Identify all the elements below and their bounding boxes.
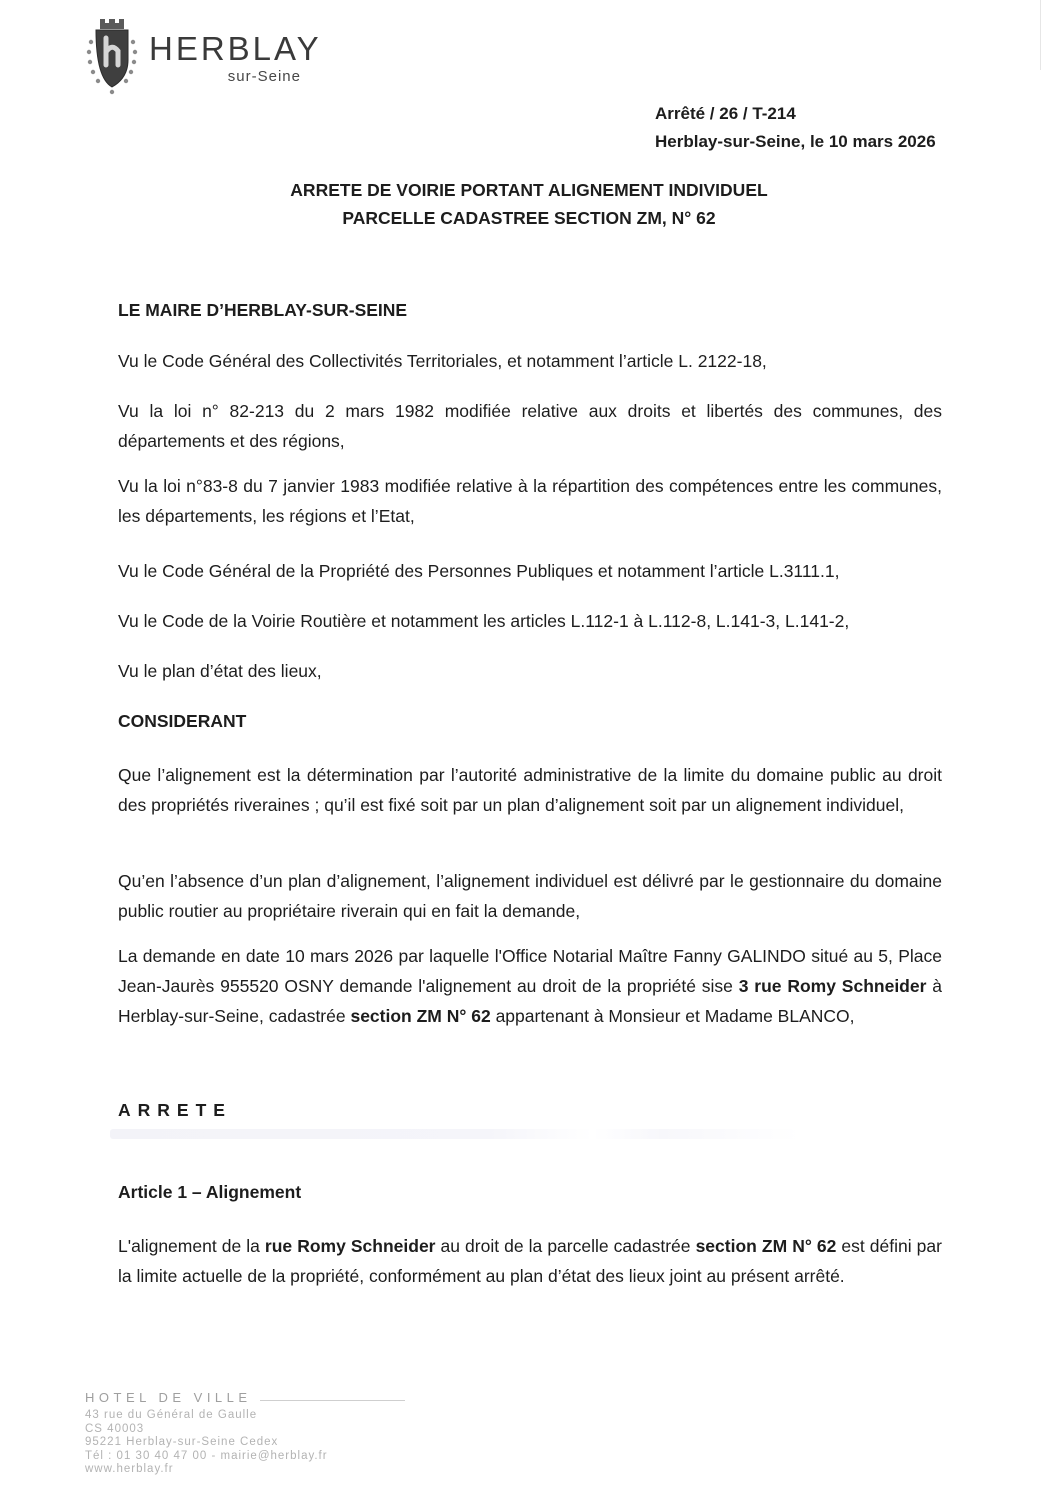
vu-paragraph-1: Vu le Code Général des Collectivités Territoriales, et notamment l’article L. 2122-18, — [118, 351, 767, 371]
footer-contact-line: Tél : 01 30 40 47 00 - mairie@herblay.fr — [85, 1449, 328, 1462]
text-segment: La demande en date 10 mars 2026 par laquelle l'Office Notarial Maître Fanny GALINDO situé au 5, Place Jean-Jaurès 955520 OSNY demande l'alignement au droit de la propriété sise — [118, 946, 942, 996]
vu-paragraph-2: Vu la loi n° 82-213 du 2 mars 1982 modifiée relative aux droits et libertés des communes, des départements et des régions, — [118, 401, 942, 451]
scan-artifact-edge-line — [1040, 0, 1041, 70]
herblay-logo — [85, 16, 322, 96]
text-segment: à Herblay-sur-Seine, cadastrée — [118, 976, 942, 1026]
footer-address-line-1: 43 rue du Général de Gaulle — [85, 1409, 258, 1421]
title-line-2: PARCELLE CADASTREE SECTION ZM, N° 62 — [342, 208, 716, 228]
vu-paragraph-3: Vu la loi n°83-8 du 7 janvier 1983 modifiée relative à la répartition des compétences entre les communes, les départements, les régions et l’Etat, — [118, 476, 942, 526]
footer-website-line: www.herblay.fr — [85, 1463, 174, 1475]
scan-artifact-smudge — [110, 1129, 800, 1139]
vu-paragraph-6: Vu le plan d’état des lieux, — [118, 661, 322, 681]
logo-subtitle: sur-Seine — [227, 68, 301, 85]
footer-address-line-2: CS 40003 — [85, 1422, 145, 1435]
title-line-1: ARRETE DE VOIRIE PORTANT ALIGNEMENT INDIVIDUEL — [290, 180, 768, 200]
footer-rule — [260, 1400, 405, 1401]
considerant-paragraph-2: Qu’en l’absence d’un plan d’alignement, l’alignement individuel est délivré par le gestionnaire du domaine public routier au propriétaire riverain qui en fait la demande, — [118, 871, 942, 921]
herblay-crest-icon — [85, 16, 139, 96]
mayor-heading: LE MAIRE D’HERBLAY-SUR-SEINE — [118, 300, 408, 320]
article-1-heading: Article 1 – Alignement — [118, 1182, 302, 1202]
document-title — [0, 176, 1058, 232]
footer-address-line-3: 95221 Herblay-sur-Seine Cedex — [85, 1436, 279, 1448]
logo-text — [149, 30, 322, 85]
text-segment: L'alignement de la — [118, 1236, 265, 1256]
bold-segment: rue Romy Schneider — [264, 1236, 436, 1256]
footer-title-row — [85, 1390, 405, 1405]
bold-segment: section ZM N° 62 — [695, 1236, 837, 1256]
arrete-heading: ARRETE — [118, 1100, 232, 1120]
vu-paragraph-5: Vu le Code de la Voirie Routière et notamment les articles L.112-1 à L.112-8, L.141-3, L.141-2, — [118, 611, 850, 631]
reference-block — [655, 100, 936, 156]
bold-segment: section ZM N° 62 — [350, 1006, 491, 1026]
text-segment: au droit de la parcelle cadastrée — [435, 1236, 696, 1256]
logo-city-name: HERBLAY — [149, 30, 322, 67]
considerant-heading: CONSIDERANT — [118, 711, 247, 731]
demande-paragraph — [118, 941, 942, 1031]
article-1-paragraph — [118, 1231, 942, 1291]
footer-title: HOTEL DE VILLE — [85, 1390, 252, 1405]
considerant-paragraph-1: Que l’alignement est la détermination par l’autorité administrative de la limite du domaine public au droit des propriétés riveraines ; qu’il est fixé soit par un plan d’alignement soit par un alignement individuel, — [118, 765, 942, 815]
vu-paragraph-4: Vu le Code Général de la Propriété des Personnes Publiques et notamment l’article L.3111.1, — [118, 561, 840, 581]
bold-segment: 3 rue Romy Schneider — [738, 976, 927, 996]
text-segment: est défini par la limite actuelle de la propriété, conformément au plan d’état des lieux joint au présent arrêté. — [118, 1236, 942, 1286]
footer-address-block — [85, 1390, 405, 1477]
arrete-reference: Arrêté / 26 / T-214 — [655, 104, 796, 123]
text-segment: appartenant à Monsieur et Madame BLANCO, — [490, 1006, 855, 1026]
place-date-line: Herblay-sur-Seine, le 10 mars 2026 — [655, 132, 936, 151]
